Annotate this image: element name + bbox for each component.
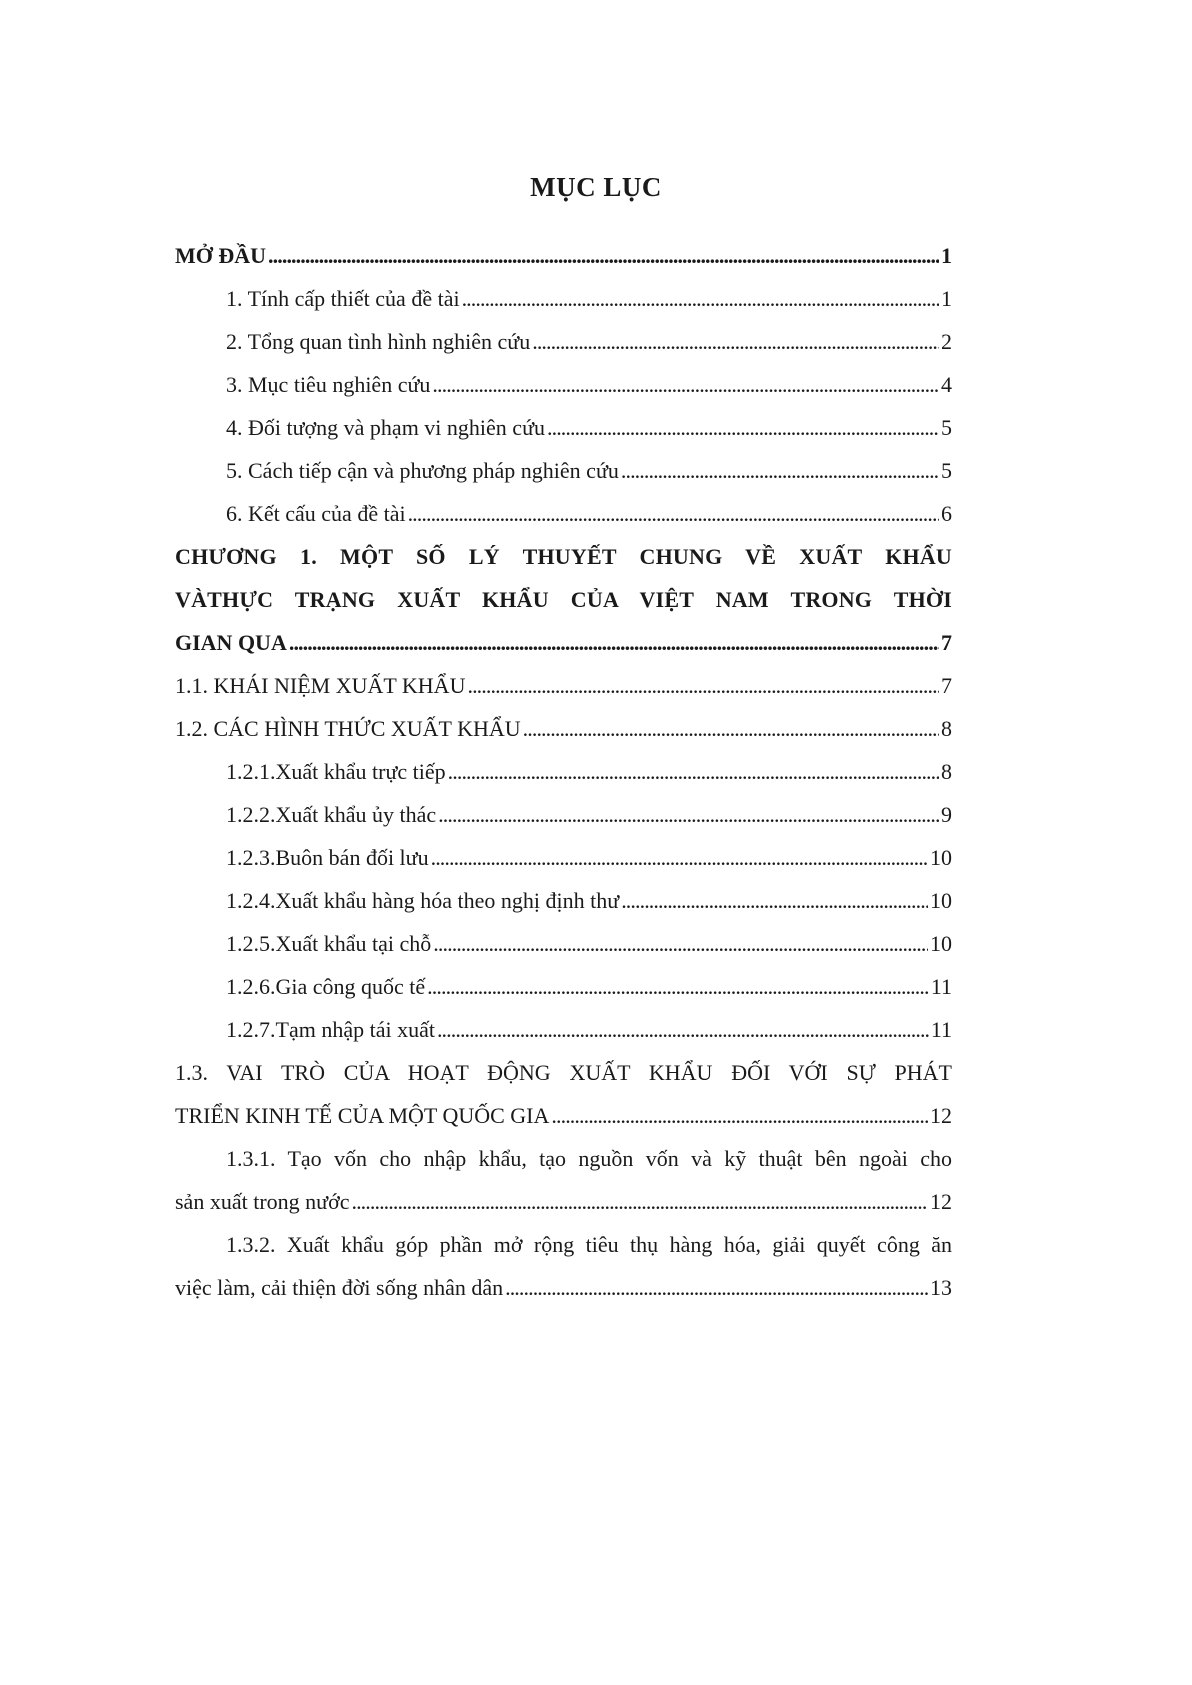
toc-page-number: 6: [941, 501, 952, 526]
dot-leader: [289, 621, 939, 664]
toc-entry-text: việc làm, cải thiện đời sống nhân dân: [175, 1275, 504, 1300]
toc-entry-4[interactable]: [175, 406, 952, 449]
toc-entry-1-2[interactable]: [175, 707, 952, 750]
toc-page-number: 10: [930, 888, 952, 913]
toc-page-number: 12: [930, 1103, 952, 1128]
toc-entry-5[interactable]: [175, 449, 952, 492]
toc-page-number: 7: [941, 673, 952, 698]
toc-entry-1-2-1[interactable]: [175, 750, 952, 793]
dot-leader: [268, 234, 939, 277]
toc-entry-text: 6. Kết cấu của đề tài: [226, 501, 406, 526]
toc-entry-1-2-3[interactable]: [175, 836, 952, 879]
toc-page-number: 5: [941, 458, 952, 483]
dot-leader: [351, 1180, 928, 1223]
toc-page-number: 7: [941, 630, 952, 655]
toc-entry-text: 2. Tổng quan tình hình nghiên cứu: [226, 329, 531, 354]
toc-page-number: 5: [941, 415, 952, 440]
toc-entry-text: 1.2.6.Gia công quốc tế: [226, 974, 426, 999]
toc-entry-text: MỞ ĐẦU: [175, 243, 267, 268]
toc-entry-text: 1.2.5.Xuất khẩu tại chỗ: [226, 931, 432, 956]
dot-leader: [448, 750, 939, 793]
dot-leader: [621, 449, 939, 492]
toc-page-number: 12: [930, 1189, 952, 1214]
toc-entry-text: 4. Đối tượng và phạm vi nghiên cứu: [226, 415, 545, 440]
dot-leader: [438, 793, 939, 836]
toc-entry-text: 1.2. CÁC HÌNH THỨC XUẤT KHẨU: [175, 716, 521, 741]
dot-leader: [523, 707, 939, 750]
toc-entry-1-2-2[interactable]: [175, 793, 952, 836]
toc-page-number: 8: [941, 759, 952, 784]
toc-entry-line: VÀTHỰC TRẠNG XUẤT KHẨU CỦA VIỆT NAM TRONG THỜI: [175, 587, 952, 612]
toc-page-number: 1: [941, 243, 952, 268]
toc-entry-1-3-2[interactable]: [175, 1223, 952, 1309]
toc-entry-text: 1.2.4.Xuất khẩu hàng hóa theo nghị định thư: [226, 888, 620, 913]
dot-leader: [433, 922, 928, 965]
toc-page-number: 11: [930, 1017, 952, 1042]
toc-entry-1-2-6[interactable]: [175, 965, 952, 1008]
toc-entry-text: sản xuất trong nước: [175, 1189, 350, 1214]
toc-page-number: 4: [941, 372, 952, 397]
dot-leader: [467, 664, 939, 707]
toc-entry-mo-dau[interactable]: [175, 234, 952, 277]
toc-title: MỤC LỤC: [530, 172, 662, 202]
toc-entry-2[interactable]: [175, 320, 952, 363]
toc-entry-text: 1. Tính cấp thiết của đề tài: [226, 286, 460, 311]
toc-page-number: 11: [930, 974, 952, 999]
toc-page-number: 13: [930, 1275, 952, 1300]
toc-entry-1-2-5[interactable]: [175, 922, 952, 965]
toc-entry-1[interactable]: [175, 277, 952, 320]
toc-page-number: 10: [930, 931, 952, 956]
toc-entry-text: GIAN QUA: [175, 630, 287, 655]
toc-entry-text: 1.2.3.Buôn bán đối lưu: [226, 845, 429, 870]
toc-entry-line: 1.3.2. Xuất khẩu góp phần mở rộng tiêu thụ hàng hóa, giải quyết công ăn: [226, 1232, 952, 1257]
dot-leader: [462, 277, 939, 320]
toc-entry-text: 1.1. KHÁI NIỆM XUẤT KHẨU: [175, 673, 466, 698]
dot-leader: [431, 836, 928, 879]
toc-entry-text: TRIỂN KINH TẾ CỦA MỘT QUỐC GIA: [175, 1103, 550, 1128]
toc-page-number: 2: [941, 329, 952, 354]
toc-entry-1-2-7[interactable]: [175, 1008, 952, 1051]
dot-leader: [408, 492, 939, 535]
dot-leader: [505, 1266, 928, 1309]
toc-entry-1-3-1[interactable]: [175, 1137, 952, 1223]
toc-entry-line: 1.3.1. Tạo vốn cho nhập khẩu, tạo nguồn vốn và kỹ thuật bên ngoài cho: [226, 1146, 952, 1171]
toc-entry-line: CHƯƠNG 1. MỘT SỐ LÝ THUYẾT CHUNG VỀ XUẤT KHẨU: [175, 544, 952, 569]
toc-entry-1-3[interactable]: [175, 1051, 952, 1137]
dot-leader: [427, 965, 929, 1008]
toc-entry-text: 1.2.1.Xuất khẩu trực tiếp: [226, 759, 446, 784]
toc-entry-6[interactable]: [175, 492, 952, 535]
toc-page-number: 9: [941, 802, 952, 827]
table-of-contents: [175, 234, 952, 1309]
toc-page-number: 10: [930, 845, 952, 870]
dot-leader: [437, 1008, 929, 1051]
toc-entry-1-1[interactable]: [175, 664, 952, 707]
dot-leader: [621, 879, 928, 922]
toc-entry-text: 1.2.7.Tạm nhập tái xuất: [226, 1017, 435, 1042]
dot-leader: [532, 320, 939, 363]
toc-entry-text: 1.2.2.Xuất khẩu ủy thác: [226, 802, 437, 827]
toc-entry-3[interactable]: [175, 363, 952, 406]
toc-entry-line: 1.3. VAI TRÒ CỦA HOẠT ĐỘNG XUẤT KHẨU ĐỐI VỚI SỰ PHÁT: [175, 1060, 952, 1085]
dot-leader: [547, 406, 939, 449]
toc-page-number: 8: [941, 716, 952, 741]
toc-entry-chuong-1[interactable]: [175, 535, 952, 664]
dot-leader: [432, 363, 939, 406]
toc-page-number: 1: [941, 286, 952, 311]
dot-leader: [551, 1094, 928, 1137]
toc-entry-text: 5. Cách tiếp cận và phương pháp nghiên cứu: [226, 458, 619, 483]
toc-entry-text: 3. Mục tiêu nghiên cứu: [226, 372, 431, 397]
toc-entry-1-2-4[interactable]: [175, 879, 952, 922]
